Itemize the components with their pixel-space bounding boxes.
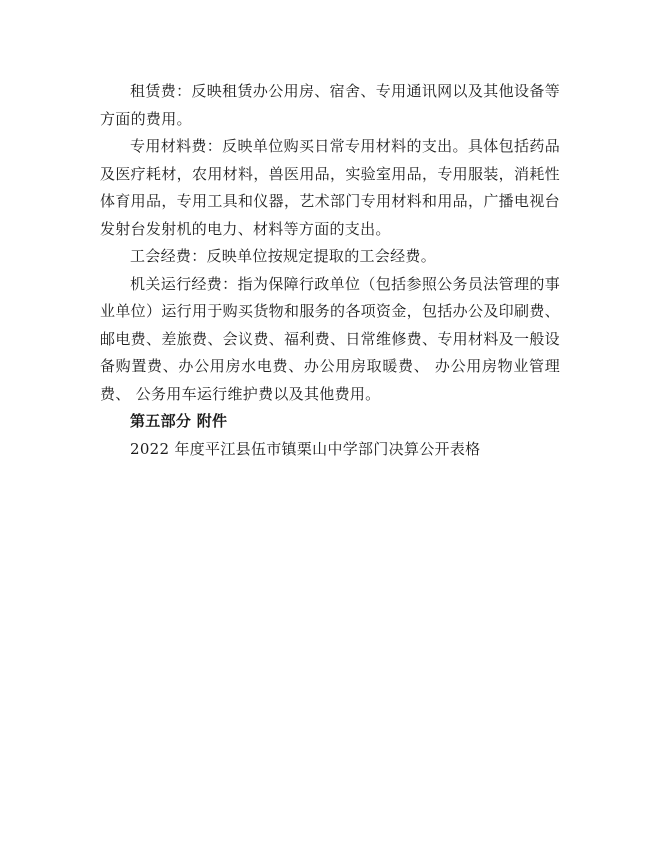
attachment-line: 2022 年度平江县伍市镇栗山中学部门决算公开表格 bbox=[130, 439, 481, 458]
document-body bbox=[100, 78, 560, 463]
paragraph-special-materials-fee: 专用材料费：反映单位购买日常专用材料的支出。具体包括药品及医疗耗材，农用材料，兽医用品，实验室用品，专用服装，消耗性体育用品，专用工具和仪器，艺术部门专用材料和用品，广播电视台发射台发射机的电力、材料等方面的支出。 bbox=[100, 137, 560, 238]
paragraph-rental-fee: 租赁费：反映租赁办公用房、宿舍、专用通讯网以及其他设备等方面的费用。 bbox=[100, 82, 560, 128]
paragraph-union-fee: 工会经费：反映单位按规定提取的工会经费。 bbox=[130, 247, 437, 265]
paragraph-operating-expenses: 机关运行经费：指为保障行政单位（包括参照公务员法管理的事业单位）运行用于购买货物和服务的各项资金，包括办公及印刷费、邮电费、差旅费、会议费、福利费、日常维修费、专用材料及一般设备购置费、办公用房水电费、办公用房取暖费、 办公用房物业管理费、 公务用车运行维护费以及其他费用。 bbox=[100, 274, 560, 403]
section-heading: 第五部分 附件 bbox=[130, 412, 228, 430]
